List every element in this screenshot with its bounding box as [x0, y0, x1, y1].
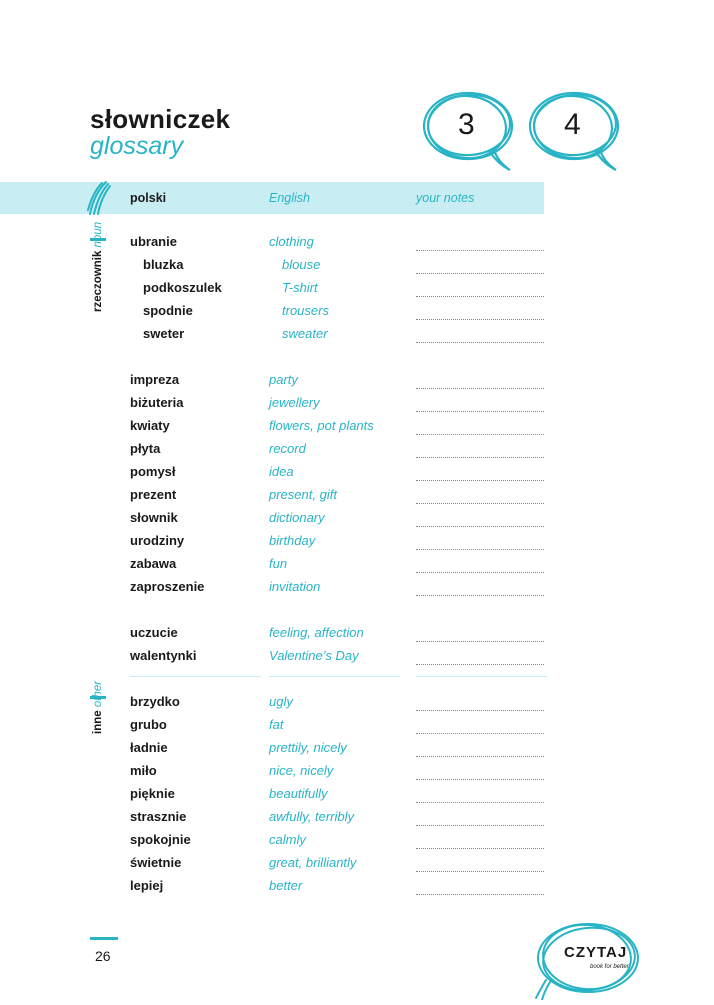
- notes-field[interactable]: [416, 825, 544, 826]
- glossary-row: [0, 418, 714, 441]
- glossary-row: [0, 326, 714, 349]
- glossary-row: [0, 763, 714, 786]
- polish-word: bluzka: [143, 257, 184, 272]
- glossary-row: [0, 832, 714, 855]
- english-translation: sweater: [282, 326, 328, 341]
- glossary-row: [0, 487, 714, 510]
- separator-line: [416, 676, 547, 677]
- page-number: 26: [95, 948, 111, 964]
- english-translation: party: [269, 372, 298, 387]
- notes-field[interactable]: [416, 894, 544, 895]
- english-translation: birthday: [269, 533, 316, 548]
- polish-word: spodnie: [143, 303, 193, 318]
- level-badge-3: [420, 88, 520, 174]
- english-translation: invitation: [269, 579, 321, 594]
- separator-line: [130, 676, 261, 677]
- english-translation: flowers, pot plants: [269, 418, 374, 433]
- column-header-polish: polski: [130, 191, 167, 205]
- level-badge-4: [526, 88, 626, 174]
- polish-word: podkoszulek: [143, 280, 222, 295]
- english-translation: idea: [269, 464, 294, 479]
- polish-word: pomysł: [130, 464, 176, 479]
- glossary-row: [0, 648, 714, 671]
- polish-word: pięknie: [130, 786, 175, 801]
- glossary-row: [0, 579, 714, 602]
- notes-field[interactable]: [416, 779, 544, 780]
- english-translation: blouse: [282, 257, 321, 272]
- glossary-title-english: glossary: [90, 132, 184, 160]
- column-header-notes: your notes: [416, 191, 475, 205]
- column-header-english: English: [269, 191, 310, 205]
- logo-text: CZYTAJ: [564, 944, 628, 961]
- notes-field[interactable]: [416, 641, 544, 642]
- glossary-row: [0, 556, 714, 579]
- notes-field[interactable]: [416, 595, 544, 596]
- notes-field[interactable]: [416, 710, 544, 711]
- english-translation: jewellery: [269, 395, 320, 410]
- english-translation: awfully, terribly: [269, 809, 355, 824]
- polish-word: ubranie: [130, 234, 177, 249]
- glossary-row: [0, 280, 714, 303]
- polish-word: zabawa: [130, 556, 177, 571]
- english-translation: Valentine’s Day: [269, 648, 359, 663]
- polish-word: lepiej: [130, 878, 164, 893]
- separator-line: [269, 676, 400, 677]
- brush-stroke-icon: [86, 180, 116, 216]
- english-translation: calmly: [269, 832, 306, 847]
- glossary-row: [0, 740, 714, 763]
- glossary-row: [0, 855, 714, 878]
- badge-number: 4: [564, 108, 581, 141]
- notes-field[interactable]: [416, 756, 544, 757]
- section-label-other-pl: inne: [92, 710, 104, 734]
- notes-field[interactable]: [416, 664, 544, 665]
- english-translation: fun: [269, 556, 288, 571]
- english-translation: beautifully: [269, 786, 328, 801]
- glossary-row: [0, 441, 714, 464]
- english-translation: T-shirt: [282, 280, 318, 295]
- polish-word: grubo: [130, 717, 167, 732]
- notes-field[interactable]: [416, 802, 544, 803]
- polish-word: ładnie: [130, 740, 168, 755]
- polish-word: walentynki: [130, 648, 197, 663]
- polish-word: zaproszenie: [130, 579, 205, 594]
- notes-field[interactable]: [416, 526, 544, 527]
- glossary-row: [0, 878, 714, 901]
- english-translation: record: [269, 441, 306, 456]
- polish-word: biżuteria: [130, 395, 184, 410]
- glossary-row: [0, 234, 714, 257]
- notes-field[interactable]: [416, 549, 544, 550]
- glossary-row: [0, 372, 714, 395]
- english-translation: nice, nicely: [269, 763, 334, 778]
- logo-tagline: book for better: [590, 964, 629, 970]
- polish-word: prezent: [130, 487, 177, 502]
- polish-word: urodziny: [130, 533, 185, 548]
- notes-field[interactable]: [416, 503, 544, 504]
- polish-word: miło: [130, 763, 157, 778]
- page-number-bar: [90, 937, 118, 940]
- polish-word: brzydko: [130, 694, 180, 709]
- notes-field[interactable]: [416, 273, 544, 274]
- polish-word: impreza: [130, 372, 180, 387]
- glossary-title-polish: słowniczek: [90, 104, 231, 134]
- notes-field[interactable]: [416, 319, 544, 320]
- glossary-row: [0, 510, 714, 533]
- glossary-row: [0, 717, 714, 740]
- badge-number: 3: [458, 108, 475, 141]
- notes-field[interactable]: [416, 871, 544, 872]
- notes-field[interactable]: [416, 848, 544, 849]
- czytaj-logo: [532, 918, 642, 1000]
- english-translation: dictionary: [269, 510, 325, 525]
- notes-field[interactable]: [416, 250, 544, 251]
- section-label-noun-en: noun: [92, 221, 104, 248]
- glossary-row: [0, 395, 714, 418]
- section-label-other-en: other: [92, 680, 104, 708]
- notes-field[interactable]: [416, 411, 544, 412]
- polish-word: spokojnie: [130, 832, 191, 847]
- english-translation: trousers: [282, 303, 329, 318]
- english-translation: fat: [269, 717, 284, 732]
- english-translation: better: [269, 878, 303, 893]
- section-label-noun-pl: rzeczownik: [92, 250, 104, 312]
- polish-word: płyta: [130, 441, 161, 456]
- notes-field[interactable]: [416, 480, 544, 481]
- glossary-row: [0, 786, 714, 809]
- polish-word: uczucie: [130, 625, 178, 640]
- english-translation: prettily, nicely: [269, 740, 347, 755]
- polish-word: świetnie: [130, 855, 182, 870]
- notes-field[interactable]: [416, 457, 544, 458]
- notes-field[interactable]: [416, 733, 544, 734]
- notes-field[interactable]: [416, 572, 544, 573]
- english-translation: great, brilliantly: [269, 855, 357, 870]
- english-translation: present, gift: [269, 487, 337, 502]
- english-translation: ugly: [269, 694, 293, 709]
- notes-field[interactable]: [416, 388, 544, 389]
- polish-word: kwiaty: [130, 418, 170, 433]
- notes-field[interactable]: [416, 434, 544, 435]
- glossary-row: [0, 694, 714, 717]
- english-translation: feeling, affection: [269, 625, 364, 640]
- glossary-row: [0, 625, 714, 648]
- polish-word: strasznie: [130, 809, 187, 824]
- glossary-row: [0, 809, 714, 832]
- glossary-row: [0, 464, 714, 487]
- glossary-row: [0, 303, 714, 326]
- notes-field[interactable]: [416, 296, 544, 297]
- polish-word: sweter: [143, 326, 185, 341]
- glossary-row: [0, 533, 714, 556]
- polish-word: słownik: [130, 510, 178, 525]
- english-translation: clothing: [269, 234, 314, 249]
- glossary-row: [0, 257, 714, 280]
- notes-field[interactable]: [416, 342, 544, 343]
